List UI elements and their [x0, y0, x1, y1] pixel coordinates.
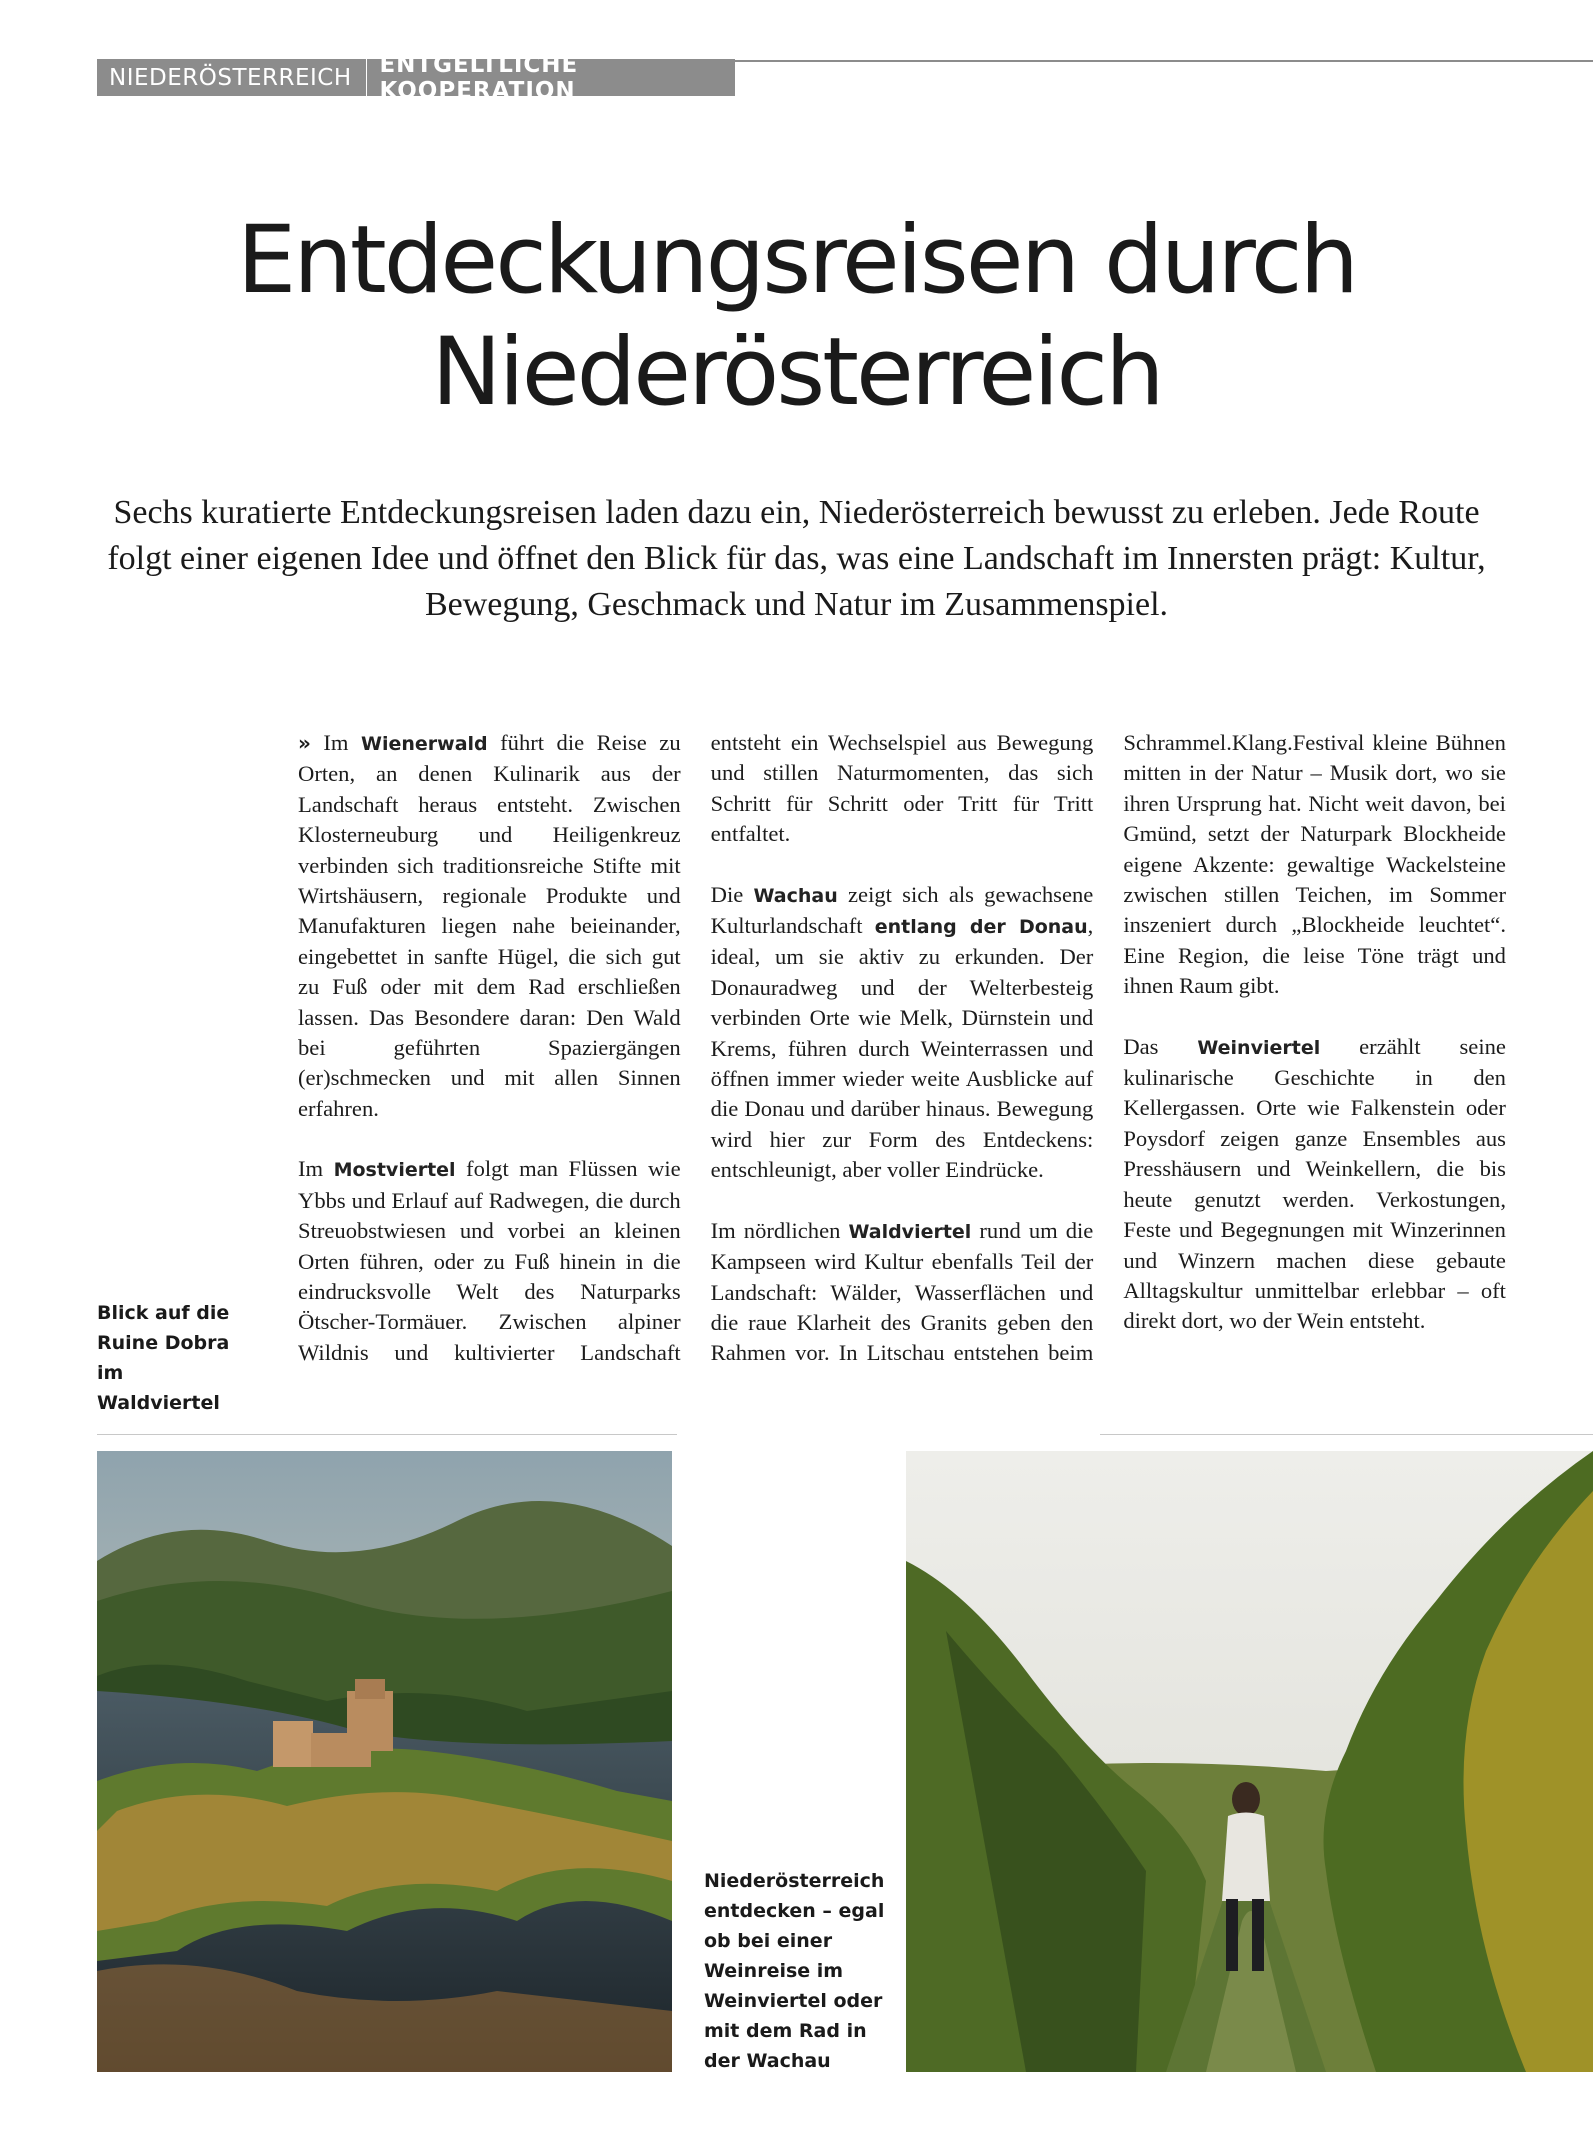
- section-kicker: [97, 51, 735, 104]
- photo-weingarten: [906, 1451, 1593, 2072]
- divider: [97, 1434, 677, 1435]
- region-wachau: Wachau: [753, 884, 838, 907]
- caption-weinreise: Niederösterreich entdecken – egal ob bei einer Weinreise im Weinviertel oder mit dem Rad in der Wachau: [704, 1870, 885, 2072]
- text: zeigt sich als gewachsene Kulturlandschaft: [710, 881, 1094, 939]
- region-weinviertel: Weinviertel: [1197, 1036, 1321, 1059]
- kicker-cooperation: ENTGELTLICHE KOOPERATION: [379, 51, 579, 104]
- lead-paragraph: Sechs kuratierte Entdeckungsreisen laden dazu ein, Niederösterreich bewusst zu erleben. Jede Route folgt einer eigenen Idee und öffnet den Blick für das, was eine Landschaft im Innersten prägt: Kultur, Bewegung, Geschmack und Natur im Zusammenspiel.: [107, 494, 1486, 623]
- paragraph-weinviertel: [1123, 1032, 1506, 1337]
- highlight-donau: entlang der Donau: [874, 916, 1088, 939]
- headline-line-2: Niederösterreich: [431, 318, 1162, 427]
- text: erzählt seine kulinarische Geschichte in den Kellergassen. Orte wie Falkenstein oder Poysdorf zeigen ganze Ensembles aus Presshäusern und Weinkellern, die bis heute genutzt werden. Verkostungen, Feste und Begegnungen mit Winzerinnen und Winzern machen diese gebaute Alltagskultur unmittelbar erlebbar – oft direkt dort, wo der Wein entsteht.: [1123, 1033, 1506, 1334]
- text: , ideal, um sie aktiv zu erkunden. Der Donauradweg und der Welterbesteig verbinden Orte wie Melk, Dürnstein und Krems, führen durch Weinterrassen und öffnen immer wieder weite Ausblicke auf die Donau und darüber hinaus. Bewegung wird hier zur Form des Entdeckens: entschleunigt, aber voller Eindrücke.: [710, 913, 1094, 1183]
- caption-ruine-dobra: Blick auf die Ruine Dobra im Waldviertel: [97, 1302, 230, 1414]
- region-waldviertel: Waldviertel: [848, 1220, 972, 1243]
- text: rund um die Kampseen wird Kultur ebenfalls Teil der Landschaft: Wälder, Wasserflächen und die raue Klarheit des Granits geben den Rahmen vor. In Litschau entstehen beim Schrammel.Klang.Festival kleine Bühnen mitten in der Natur – Musik dort, wo sie ihren Ursprung hat. Nicht weit davon, bei Gmünd, setzt der Naturpark Blockheide eigene Akzente: gewaltige Wackelsteine zwischen stillen Teichen, im Sommer inszeniert durch „Blockheide leuchtet“. Eine Region, die leise Töne trägt und ihnen Raum gibt.: [710, 730, 1506, 1366]
- paragraph-wienerwald: [298, 728, 681, 1124]
- kicker-separator: [366, 59, 368, 96]
- paragraph-marker: »: [298, 731, 311, 755]
- header-rule: [735, 60, 1593, 62]
- text: Das: [1123, 1033, 1159, 1059]
- text: Die: [710, 881, 744, 907]
- paragraph-wachau: [711, 880, 1094, 1186]
- photo-ruine-dobra: [97, 1451, 672, 2072]
- headline-line-1: Entdeckungsreisen durch: [236, 206, 1357, 315]
- article-body: [298, 728, 1506, 1388]
- text: Im: [298, 1156, 324, 1182]
- text: führt die Reise zu Orten, an denen Kulinarik aus der Landschaft heraus entsteht. Zwischen Klosterneuburg und Heiligenkreuz verbinden sich traditionsreiche Stifte mit Wirtshäusern, regionale Produkte und Manufakturen liegen nahe beieinander, eingebettet in sanfte Hügel, die sich gut zu Fuß oder mit dem Rad erschließen lassen. Das Besondere daran: Den Wald bei geführten Spaziergängen (er)schmecken und mit allen Sinnen erfahren.: [298, 730, 681, 1121]
- kicker-region: NIEDERÖSTERREICH: [109, 64, 352, 91]
- text: Im nördlichen: [710, 1217, 841, 1243]
- text: Im: [323, 730, 349, 755]
- divider: [1100, 1434, 1593, 1435]
- headline: [0, 205, 1593, 429]
- region-wienerwald: Wienerwald: [361, 733, 488, 755]
- region-mostviertel: Mostviertel: [333, 1159, 456, 1182]
- text: folgt man Flüssen wie Ybbs und Erlauf auf Radwegen, die durch Streuobstwiesen und vorbei an kleinen Orten führen, oder zu Fuß hinein in die eindrucksvolle Welt des Naturparks Ötscher-Tormäuer. Zwischen alpiner Wildnis und kultivierter Landschaft entsteht ein Wechselspiel aus Bewegung und stillen Naturmomenten, das sich Schritt für Schritt oder Tritt für Tritt entfaltet.: [298, 730, 1094, 1365]
